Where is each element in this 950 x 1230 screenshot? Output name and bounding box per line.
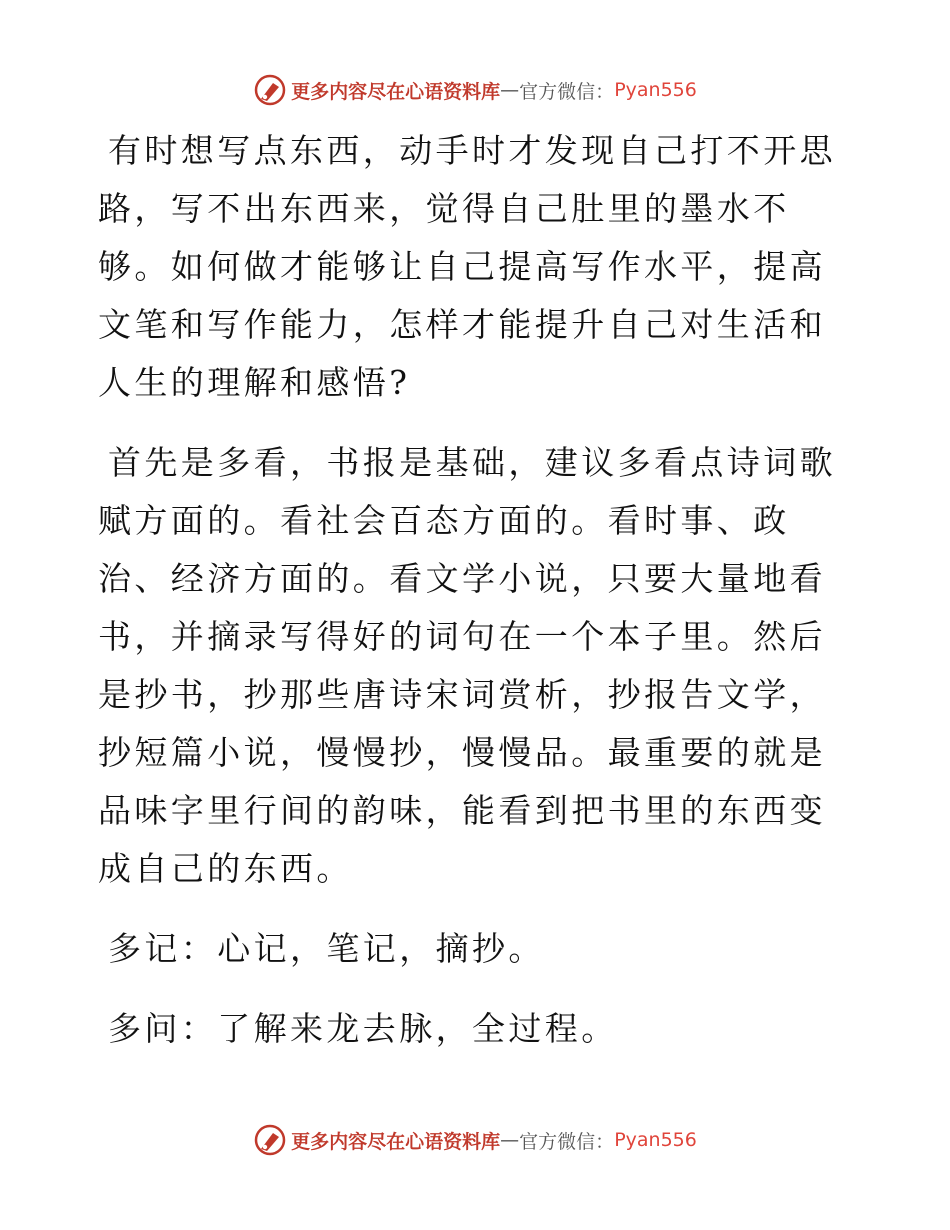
header-wechat-id: Pyan556 <box>614 79 697 101</box>
footer-banner <box>0 1120 950 1160</box>
header-wechat-label: 官方微信： <box>519 80 615 103</box>
footer-wechat-label: 官方微信： <box>519 1130 615 1153</box>
paragraph-2: 首先是多看，书报是基础，建议多看点诗词歌赋方面的。看社会百态方面的。看时事、政治、经济方面的。看文学小说，只要大量地看书，并摘录写得好的词句在一个本子里。然后是抄书，抄那些唐诗宋词赏析，抄报告文学，抄短篇小说，慢慢抄，慢慢品。最重要的就是品味字里行间的韵味，能看到把书里的东西变成自己的东西。 <box>98 443 836 888</box>
pen-nib-logo-icon <box>253 73 287 107</box>
header-separator: — <box>500 79 520 101</box>
footer-wechat-id: Pyan556 <box>614 1129 697 1151</box>
paragraph-1: 有时想写点东西，动手时才发现自己打不开思路，写不出东西来，觉得自己肚里的墨水不够。如何做才能够让自己提高写作水平，提高文笔和写作能力，怎样才能提升自己对生活和人生的理解和感悟? <box>98 131 836 402</box>
paragraph-3: 多记：心记，笔记，摘抄。 <box>108 929 545 968</box>
header-promo-text: 更多内容尽在心语资料库 <box>291 80 501 103</box>
paragraph-4: 多问：了解来龙去脉，全过程。 <box>108 1009 618 1048</box>
footer-promo-text: 更多内容尽在心语资料库 <box>291 1130 501 1153</box>
header-banner <box>0 70 950 110</box>
document-body <box>98 122 858 1058</box>
footer-separator: — <box>500 1129 520 1151</box>
pen-nib-logo-icon <box>253 1123 287 1157</box>
